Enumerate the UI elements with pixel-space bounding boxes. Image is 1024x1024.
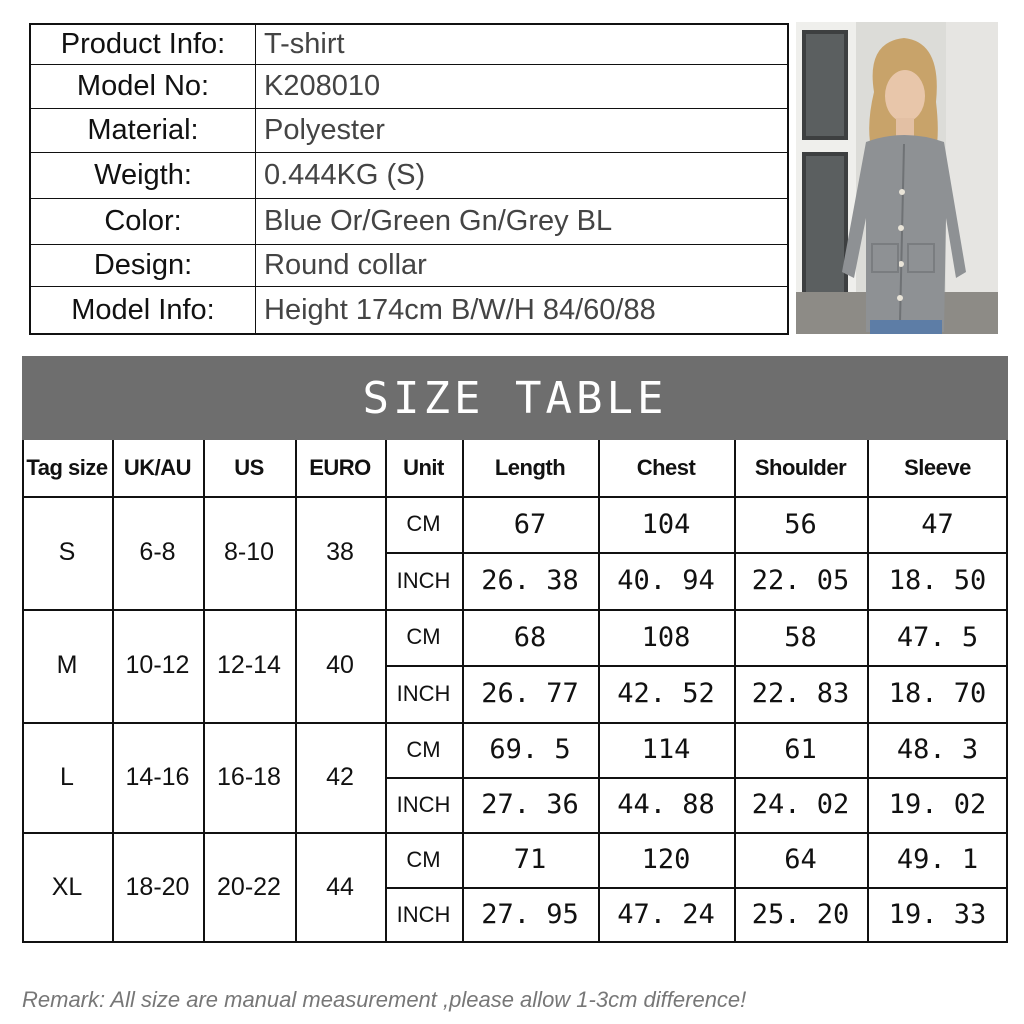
info-row-model-info (31, 287, 787, 333)
chest-cell: 47. 24 (617, 899, 715, 930)
grid-line (867, 440, 869, 942)
chest-cell: 120 (641, 844, 691, 875)
header-shoulder: Shoulder (754, 455, 847, 480)
euro-cell: 40 (326, 651, 354, 679)
info-label: Color: (31, 199, 256, 244)
sleeve-cell: 18. 70 (888, 678, 987, 709)
grid-line (734, 440, 736, 942)
info-row-design (31, 245, 787, 287)
info-row-model (31, 65, 787, 109)
model-photo (796, 22, 998, 334)
shoulder-cell: 25. 20 (751, 899, 850, 930)
sleeve-cell: 19. 33 (888, 899, 987, 930)
length-cell: 26. 38 (481, 565, 579, 596)
info-label: Material: (31, 109, 256, 152)
shoulder-cell: 24. 02 (751, 789, 850, 820)
grid-line (385, 887, 1008, 889)
length-cell: 68 (513, 621, 547, 653)
info-value: Blue Or/Green Gn/Grey BL (264, 205, 613, 237)
tag-size-cell: S (58, 538, 76, 566)
us-cell: 20-22 (217, 872, 281, 901)
info-value: T-shirt (264, 28, 345, 60)
chest-cell: 42. 52 (617, 678, 715, 709)
info-row-material (31, 109, 787, 153)
info-value: Polyester (264, 114, 385, 146)
grid-line (22, 609, 1008, 611)
sleeve-cell: 47. 5 (896, 621, 979, 653)
header-unit: Unit (403, 455, 444, 480)
product-info-table (29, 23, 789, 335)
grid-line (22, 722, 1008, 724)
us-cell: 8-10 (223, 538, 275, 566)
shoulder-cell: 58 (784, 621, 817, 653)
grid-line (22, 941, 1008, 943)
sleeve-cell: 49. 1 (896, 844, 979, 875)
euro-cell: 38 (326, 538, 354, 566)
length-cell: 67 (513, 508, 547, 540)
info-label: Model No: (31, 65, 256, 108)
size-table (22, 440, 1008, 942)
header-us: US (234, 455, 264, 480)
grid-line (112, 440, 114, 942)
unit-cell: INCH (396, 791, 451, 817)
tag-size-cell: L (60, 762, 74, 791)
tag-size-cell: M (56, 651, 78, 679)
euro-cell: 42 (326, 762, 354, 791)
uk-au-cell: 10-12 (125, 651, 190, 679)
unit-cell: INCH (396, 901, 451, 927)
grid-line (295, 440, 297, 942)
shoulder-cell: 61 (784, 734, 817, 765)
length-cell: 27. 95 (481, 899, 579, 930)
euro-cell: 44 (326, 872, 354, 901)
unit-cell: CM (406, 736, 441, 762)
info-row-product (31, 25, 787, 65)
grid-line (598, 440, 600, 942)
length-cell: 69. 5 (489, 734, 571, 765)
chest-cell: 104 (641, 508, 691, 540)
length-cell: 71 (513, 844, 547, 875)
grid-line (385, 777, 1008, 779)
info-label: Model Info: (31, 287, 256, 333)
sleeve-cell: 19. 02 (888, 789, 987, 820)
shoulder-cell: 64 (784, 844, 817, 875)
info-row-color (31, 199, 787, 245)
header-euro: EURO (309, 455, 371, 480)
chest-cell: 44. 88 (617, 789, 715, 820)
grid-line (203, 440, 205, 942)
remark-note: Remark: All size are manual measurement ,please allow 1-3cm difference! (22, 987, 747, 1012)
unit-cell: INCH (396, 567, 451, 593)
length-cell: 27. 36 (481, 789, 579, 820)
grid-line (22, 496, 1008, 498)
info-label: Product Info: (31, 25, 256, 64)
model-illustration (796, 22, 998, 334)
chest-cell: 108 (641, 621, 691, 653)
uk-au-cell: 6-8 (139, 538, 176, 566)
grid-line (22, 440, 24, 942)
tag-size-cell: XL (51, 872, 83, 901)
unit-cell: CM (406, 846, 441, 872)
grid-line (1006, 440, 1008, 942)
length-cell: 26. 77 (481, 678, 579, 709)
info-value: 0.444KG (S) (264, 159, 426, 191)
shoulder-cell: 56 (784, 508, 817, 540)
grid-line (385, 440, 387, 942)
shoulder-cell: 22. 83 (751, 678, 850, 709)
grid-line (462, 440, 464, 942)
header-sleeve: Sleeve (904, 455, 971, 480)
uk-au-cell: 18-20 (125, 872, 190, 901)
us-cell: 16-18 (217, 762, 281, 791)
grid-line (385, 552, 1008, 554)
info-row-weight (31, 153, 787, 199)
shoulder-cell: 22. 05 (751, 565, 850, 596)
info-label: Weigth: (31, 153, 256, 198)
size-table-title: SIZE TABLE (22, 356, 1008, 440)
unit-cell: CM (406, 624, 441, 649)
uk-au-cell: 14-16 (125, 762, 190, 791)
chest-cell: 40. 94 (617, 565, 715, 596)
header-tag-size: Tag size (26, 455, 108, 480)
header-chest: Chest (636, 455, 696, 480)
chest-cell: 114 (641, 734, 691, 765)
unit-cell: CM (406, 511, 441, 536)
info-value: Round collar (264, 249, 427, 281)
sleeve-cell: 18. 50 (888, 565, 987, 596)
sleeve-cell: 47 (921, 508, 954, 540)
info-value: K208010 (264, 70, 381, 102)
header-uk-au: UK/AU (123, 455, 192, 480)
unit-cell: INCH (396, 680, 451, 706)
grid-line (385, 665, 1008, 667)
info-value: Height 174cm B/W/H 84/60/88 (264, 293, 656, 326)
header-length: Length (494, 455, 566, 480)
us-cell: 12-14 (217, 651, 281, 679)
grid-line (22, 832, 1008, 834)
sleeve-cell: 48. 3 (896, 734, 979, 765)
info-label: Design: (31, 245, 256, 286)
